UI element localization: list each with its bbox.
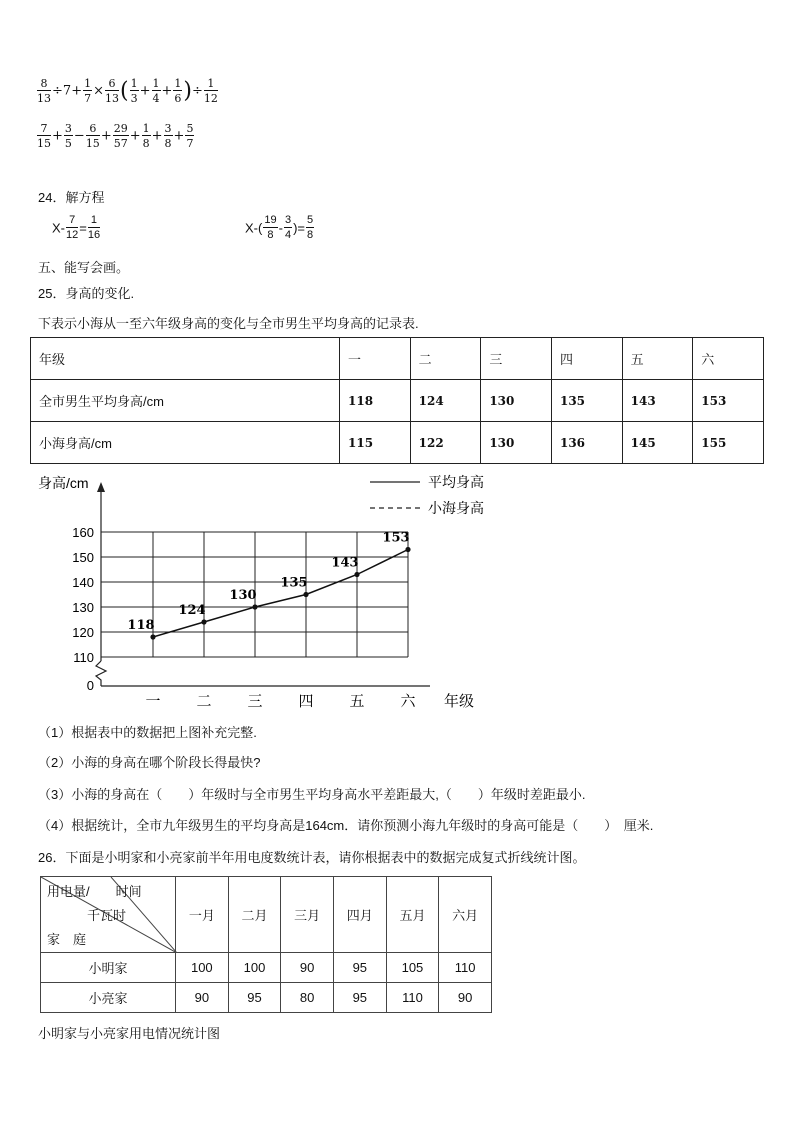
q25-title: 25．身高的变化. [38,286,135,301]
table-cell: 100 [176,953,229,983]
table-cell: 130 [481,422,552,464]
table-cell: 五 [622,338,693,380]
operator: + [151,128,163,144]
data-label: 118 [127,618,155,633]
table-cell: 124 [410,380,481,422]
q24-title: 24．解方程 [38,190,105,205]
table-row [31,422,764,464]
table-cell: 90 [281,953,334,983]
corner-label-mid: 千瓦时 [87,908,127,923]
y-axis-arrow [97,482,105,492]
operator: + [173,128,185,144]
y-tick-label: 150 [72,550,94,565]
q26-title: 26．下面是小明家和小亮家前半年用电度数统计表，请你根据表中的数据完成复式折线统计图。 [38,850,586,865]
table-cell: 100 [228,953,281,983]
y-axis-title: 身高/cm [38,475,89,491]
table-cell: 145 [622,422,693,464]
table-cell: 153 [693,380,764,422]
fraction: $\frac{1}{3}$ [130,77,138,105]
x-tick-label: 六 [400,693,416,710]
data-label: 143 [331,555,359,571]
table-cell: 95 [333,953,386,983]
y-tick-label: 160 [72,525,94,540]
fraction: $\frac{1}{6}$ [174,77,182,105]
table-cell: 136 [551,422,622,464]
table-cell: 143 [622,380,693,422]
table-cell: 一 [340,338,411,380]
table-cell: 六 [693,338,764,380]
fraction: $\frac{1}{12}$ [203,77,218,105]
data-label: 153 [382,530,410,546]
calc-line-1 [36,78,219,104]
table-row [31,380,764,422]
fraction: $\frac{6}{15}$ [85,122,100,150]
table-row [41,983,492,1013]
operator: ÷ [192,83,203,99]
table-cell: 105 [386,953,439,983]
calc-line-2 [36,123,195,149]
equation-text: X-( [245,220,263,236]
fraction: $\frac{1}{7}$ [84,77,92,105]
data-point [354,572,359,577]
data-point [405,547,410,552]
q25-sub-1: （1）根据表中的数据把上图补充完整. [38,725,257,740]
paren: ) [183,78,192,104]
fraction: $\frac{1}{8}$ [142,122,150,150]
table-cell: 95 [228,983,281,1013]
table-row [41,953,492,983]
y-tick-label: 130 [72,600,94,615]
data-label: 130 [229,588,257,603]
data-point [252,604,257,609]
operator: + [129,128,141,144]
fraction: $\frac{8}{13}$ [37,77,51,105]
fraction: $\frac{7}{12}$ [66,214,79,241]
fraction: $\frac{3}{8}$ [164,122,172,150]
table-cell: 小明家 [41,953,176,983]
q25-intro: 下表示小海从一至六年级身高的变化与全市男生平均身高的记录表. [38,316,419,331]
equation-text: )= [293,220,305,236]
corner-header-cell [41,877,176,953]
table-cell: 六月 [439,877,492,953]
fraction: $\frac{19}{8}$ [264,214,277,241]
fraction: $\frac{3}{4}$ [284,214,292,241]
corner-label-bottom: 家 庭 [47,932,87,947]
corner-label-top: 用电量/ 时间 [47,884,142,899]
x-tick-label: 二 [196,693,212,710]
series-line [153,550,408,638]
legend-label: 小海身高 [428,500,484,516]
q24-equation-2 [245,215,315,241]
table-cell: 122 [410,422,481,464]
table-cell: 三 [481,338,552,380]
electricity-table [40,876,492,1013]
table-cell: 二月 [228,877,281,953]
x-tick-label: 三 [247,693,263,710]
table-cell: 全市男生平均身高/cm [31,380,340,422]
table-cell: 小海身高/cm [31,422,340,464]
x-tick-label: 四 [298,693,314,710]
equals: = [79,220,87,236]
operator: + [139,83,151,99]
fraction: $\frac{7}{15}$ [37,122,51,150]
fraction: $\frac{29}{57}$ [113,122,128,150]
fraction: $\frac{3}{5}$ [64,122,72,150]
table-cell: 四 [551,338,622,380]
operator: × [93,83,104,99]
table-cell: 四月 [333,877,386,953]
operator: - [278,220,283,236]
q25-sub-3: （3）小海的身高在（ ）年级时与全市男生平均身高水平差距最大,（ ）年级时差距最小. [38,787,586,802]
table-cell: 80 [281,983,334,1013]
table-cell: 90 [176,983,229,1013]
height-table [30,337,764,464]
table-cell: 三月 [281,877,334,953]
operator: + [71,83,83,99]
operator: + [52,128,63,144]
y-tick-label: 120 [72,625,94,640]
number: 7 [62,83,72,99]
operator: − [73,128,85,144]
q24-equation-1 [52,215,101,241]
table-cell: 小亮家 [41,983,176,1013]
table-cell: 年级 [31,338,340,380]
equation-text: X- [52,220,65,236]
y-tick-label: 0 [86,678,94,693]
paren: ( [120,78,129,104]
table-cell: 135 [551,380,622,422]
x-axis-title: 年级 [444,693,475,710]
table-cell: 一月 [176,877,229,953]
operator: ÷ [52,83,63,99]
table-row [31,338,764,380]
legend-label: 平均身高 [428,474,484,490]
fraction: $\frac{5}{7}$ [186,122,194,150]
data-label: 135 [280,575,308,591]
data-label: 124 [178,603,206,618]
table-cell: 118 [340,380,411,422]
y-tick-label: 110 [73,650,94,665]
table-cell: 155 [693,422,764,464]
fraction: $\frac{5}{8}$ [306,214,314,241]
data-point [150,634,155,639]
table-cell: 130 [481,380,552,422]
table-cell: 五月 [386,877,439,953]
table-cell: 110 [386,983,439,1013]
height-line-chart [0,470,794,715]
data-point [303,592,308,597]
fraction: $\frac{1}{4}$ [152,77,160,105]
fraction: $\frac{6}{13}$ [105,77,119,105]
table-cell: 115 [340,422,411,464]
fraction: $\frac{1}{16}$ [87,214,101,241]
section-heading: 五、能写会画。 [38,260,130,275]
table-cell: 95 [333,983,386,1013]
table-cell: 110 [439,953,492,983]
operator: + [161,83,173,99]
operator: + [100,128,112,144]
table-cell: 二 [410,338,481,380]
y-tick-label: 140 [72,575,94,590]
table-row [41,877,492,953]
axis-break [96,661,106,686]
q26-caption: 小明家与小亮家用电情况统计图 [38,1026,221,1041]
x-tick-label: 一 [145,693,161,710]
x-tick-label: 五 [349,693,365,710]
data-point [201,619,206,624]
q25-sub-2: （2）小海的身高在哪个阶段长得最快? [38,755,261,770]
table-cell: 90 [439,983,492,1013]
q25-sub-4: （4）根据统计，全市九年级男生的平均身高是164cm．请你预测小海九年级时的身高可能是（ ） 厘米. [38,818,654,833]
